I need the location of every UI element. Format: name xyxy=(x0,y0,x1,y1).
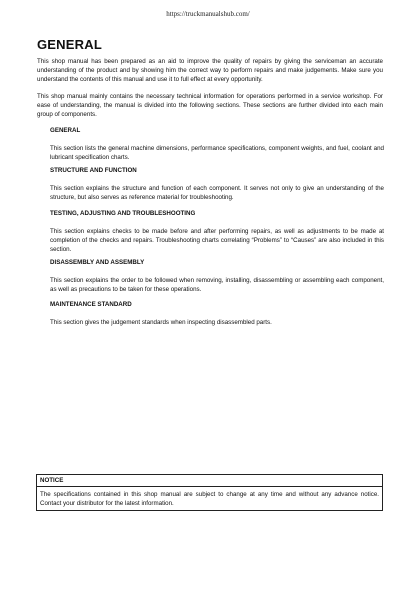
section-heading: GENERAL xyxy=(50,127,81,134)
intro-paragraph-1: This shop manual has been prepared as an aid to improve the quality of repairs by giving the serviceman an accurate understanding of the product and by showing him the correct way to perform repairs and make judgements. Make sure you understand the contents of this manual and use it to full effect at every opportunity. xyxy=(37,58,383,84)
section-disassembly-and-assembly xyxy=(50,258,384,294)
intro-paragraph-2: This shop manual mainly contains the necessary technical information for operations performed in a service workshop. For ease of understanding, the manual is divided into the following sections. These sections are further divided into each main group of components. xyxy=(37,93,383,119)
section-heading: MAINTENANCE STANDARD xyxy=(50,301,132,308)
page-title: GENERAL xyxy=(37,37,102,52)
section-testing-adjusting xyxy=(50,209,384,254)
section-heading: TESTING, ADJUSTING AND TROUBLESHOOTING xyxy=(50,210,196,217)
section-structure-and-function xyxy=(50,166,384,202)
section-body: This section explains checks to be made before and after performing repairs, as well as adjustments to be made at completion of the checks and repairs. Troubleshooting charts correlating “Problems” to “Causes” are also included in this section. xyxy=(50,228,384,254)
section-body: This section explains the structure and function of each component. It serves not only to give an understanding of the structure, but also serves as reference material for troubleshooting. xyxy=(50,185,384,202)
section-body: This section gives the judgement standards when inspecting disassembled parts. xyxy=(50,319,272,326)
section-body: This section explains the order to be followed when removing, installing, disassembling or assembling each component, as well as precautions to be taken for these operations. xyxy=(50,277,384,294)
notice-heading: NOTICE xyxy=(37,475,382,487)
section-heading: DISASSEMBLY AND ASSEMBLY xyxy=(50,259,145,266)
notice-body: The specifications contained in this shop manual are subject to change at any time and without any advance notice. Contact your distributor for the latest information. xyxy=(40,491,379,507)
section-heading: STRUCTURE AND FUNCTION xyxy=(50,167,137,174)
section-general xyxy=(50,126,384,162)
section-body: This section lists the general machine dimensions, performance specifications, component weights, and fuel, coolant and lubricant specification charts. xyxy=(50,145,384,162)
notice-box xyxy=(36,474,383,511)
section-maintenance-standard xyxy=(50,300,384,327)
header-url: https://truckmanualshub.com/ xyxy=(166,10,250,18)
